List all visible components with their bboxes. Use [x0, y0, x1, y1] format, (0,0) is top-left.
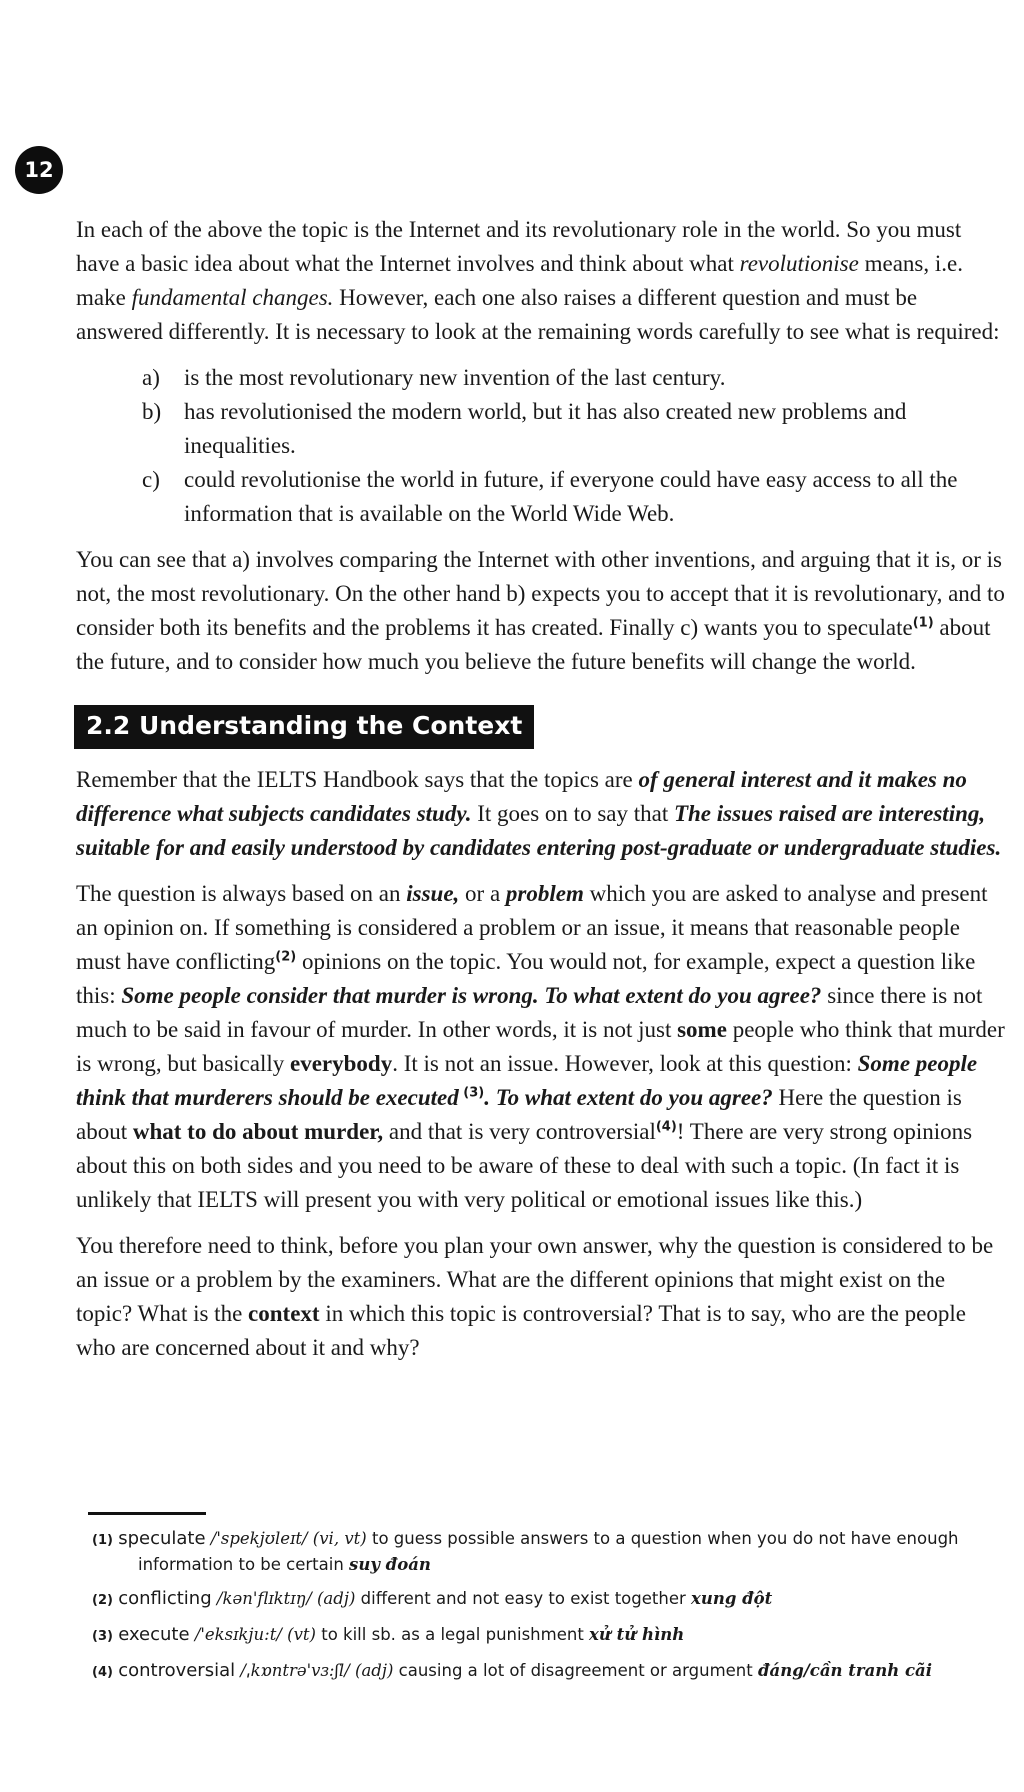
footnote-pronunciation: /kən'flɪktɪŋ/ [216, 1589, 312, 1608]
text: . It is not an issue. However, look at this question: [392, 1051, 858, 1076]
text: Remember that the IELTS Handbook says that the topics are [76, 767, 639, 792]
footnote-definition: to guess possible answers to a question when you do not have enough information to be certain [138, 1529, 959, 1574]
text: in which this topic is controversial? That is to say, who are the people who are concerned about it and why? [76, 1301, 966, 1360]
footnote-divider [88, 1512, 206, 1515]
list-item [142, 463, 1006, 531]
options-list [76, 361, 1006, 531]
text: means, i.e. make [76, 251, 963, 310]
emphasis: Some people consider that murder is wrong. To what extent do you agree? [121, 983, 822, 1008]
footnotes [76, 1512, 1006, 1695]
text: The question is always based on an [76, 881, 407, 906]
emphasis: Some people think that murderers should be executed [76, 1051, 978, 1110]
text: ! There are very strong opinions about this on both sides and you need to be aware of these to deal with such a topic. (In fact it is unlikely that IELTS will present you with very political or emotional issues like this.) [76, 1119, 973, 1212]
text: However, each one also raises a different question and must be answered differently. It is necessary to look at the remaining words carefully to see what is required: [76, 285, 1000, 344]
emphasis: revolutionise [739, 251, 859, 276]
footnote-pos: (vt) [287, 1625, 316, 1644]
footnote [92, 1623, 1006, 1649]
footnote-term: conflicting [118, 1588, 212, 1609]
footnote-number: (1) [92, 1533, 113, 1548]
text: which you are asked to analyse and present an opinion on. If something is considered a problem or an issue, it means that reasonable people must have conflicting [76, 881, 988, 974]
text: opinions on the topic. You would not, for example, expect a question like this: [76, 949, 976, 1008]
text: people who think that murder is wrong, but basically [76, 1017, 1005, 1076]
footnote [92, 1587, 1006, 1613]
footnote-translation: đáng/cần tranh cãi [758, 1661, 933, 1680]
text: Here the question is about [76, 1085, 962, 1144]
text: It goes on to say that [471, 801, 674, 826]
footnote-translation: xung đột [691, 1589, 773, 1608]
text: about the future, and to consider how much you believe the future benefits will change the world. [76, 615, 991, 674]
bold-text: everybody [290, 1051, 393, 1076]
footnote-pos: (vi, vt) [312, 1529, 367, 1548]
option-label: a) [142, 365, 160, 390]
list-item [142, 361, 1006, 395]
footnote-number: (4) [92, 1665, 113, 1680]
footnote-definition: causing a lot of disagreement or argument [398, 1661, 753, 1680]
footnote-term: controversial [118, 1660, 236, 1681]
footnote [92, 1659, 1006, 1685]
option-label: c) [142, 467, 160, 492]
list-item [142, 395, 1006, 463]
footnote-term: speculate [118, 1528, 206, 1549]
footnote-number: (2) [92, 1593, 113, 1608]
emphasis: problem [505, 881, 584, 906]
footnote-definition: to kill sb. as a legal punishment [321, 1625, 584, 1644]
emphasis: fundamental changes. [131, 285, 334, 310]
option-text: has revolutionised the modern world, but it has also created new problems and inequalities. [184, 399, 907, 458]
text: In each of the above the topic is the Internet and its revolutionary role in the world. So you must have a basic idea about what the Internet involves and think about what [76, 217, 962, 276]
text: You therefore need to think, before you plan your own answer, why the question is considered to be an issue or a problem by the examiners. What are the different opinions that might exist on the topic? What is the [76, 1233, 994, 1326]
issue-paragraph [76, 877, 1006, 1217]
footnote-translation: suy đoán [349, 1555, 431, 1574]
bold-text: some [677, 1017, 727, 1042]
footnote-pos: (adj) [355, 1661, 394, 1680]
section-heading: 2.2 Understanding the Context [74, 705, 534, 749]
footnote-pronunciation: /'spekjʊleɪt/ [210, 1529, 308, 1548]
footnote-ref: (2) [275, 949, 297, 965]
bold-text: what to do about murder, [132, 1119, 384, 1144]
footnote-translation: xử tử hình [589, 1625, 685, 1644]
handbook-paragraph [76, 763, 1006, 865]
footnote-pos: (adj) [317, 1589, 356, 1608]
analysis-paragraph [76, 543, 1006, 679]
text: You can see that a) involves comparing the Internet with other inventions, and arguing that it is, or is not, the most revolutionary. On the other hand b) expects you to accept that it is revolutionary, and to consider both its benefits and the problems it has created. Finally c) wants you to speculate [76, 547, 1005, 640]
text: and that is very controversial [383, 1119, 656, 1144]
emphasis: issue, [406, 881, 460, 906]
footnote-ref: (3) [458, 1085, 485, 1101]
emphasis: of general interest and it makes no difference what subjects candidates study. [76, 767, 967, 826]
emphasis: . To what extent do you agree? [484, 1085, 773, 1110]
footnote-pronunciation: /'eksɪkju:t/ [194, 1625, 282, 1644]
text: or a [459, 881, 506, 906]
intro-paragraph [76, 213, 1006, 349]
bold-text: context [248, 1301, 320, 1326]
context-paragraph [76, 1229, 1006, 1365]
option-text: is the most revolutionary new invention of the last century. [184, 365, 726, 390]
footnote-number: (3) [92, 1629, 113, 1644]
emphasis: The issues raised are interesting, suitable for and easily understood by candidates entering post-graduate or undergraduate studies. [76, 801, 1002, 860]
footnote-pronunciation: /ˌkɒntrə'vɜ:ʃl/ [240, 1661, 350, 1680]
footnote-ref: (1) [912, 615, 934, 631]
option-label: b) [142, 399, 162, 424]
page-number-badge: 12 [15, 146, 63, 194]
main-content [76, 213, 1006, 1377]
text: since there is not much to be said in favour of murder. In other words, it is not just [76, 983, 983, 1042]
footnote [92, 1527, 1006, 1577]
footnote-definition: different and not easy to exist together [360, 1589, 686, 1608]
option-text: could revolutionise the world in future, if everyone could have easy access to all the information that is available on the World Wide Web. [184, 467, 958, 526]
footnote-term: execute [118, 1624, 190, 1645]
footnote-ref: (4) [655, 1119, 677, 1135]
